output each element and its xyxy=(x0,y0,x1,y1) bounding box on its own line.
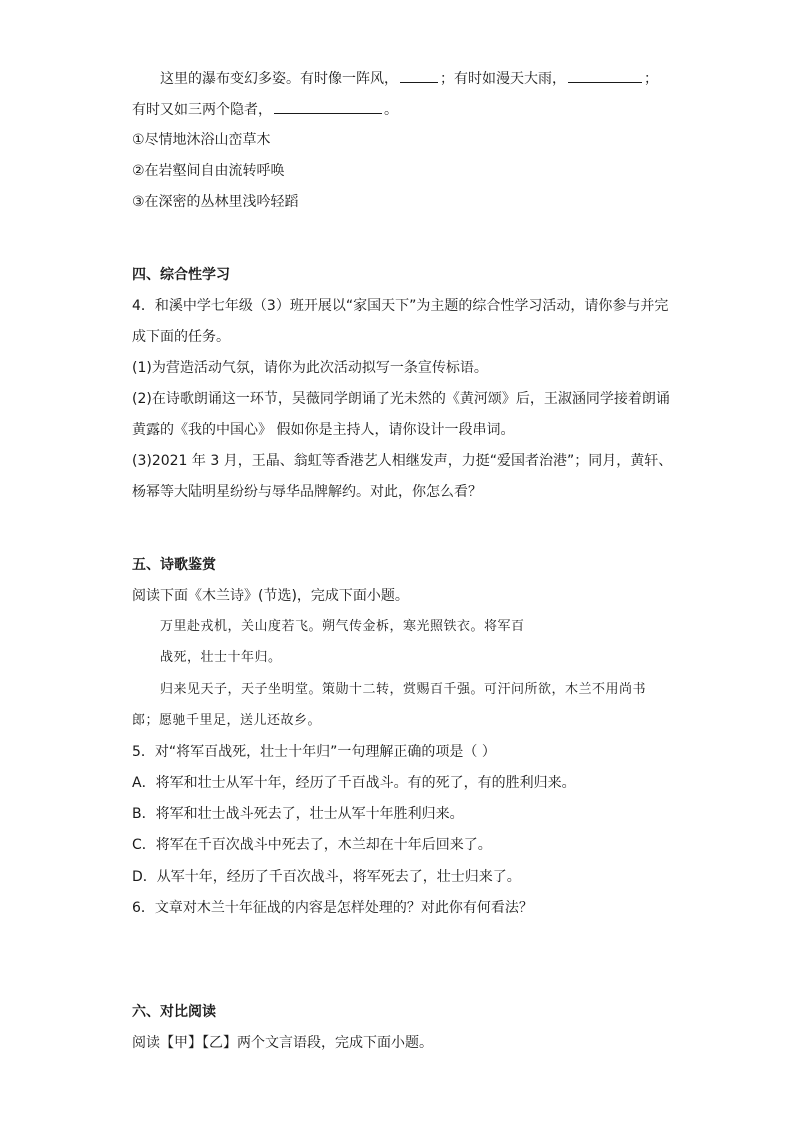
sentence-text: ；有时如漫天大雨， xyxy=(440,71,566,87)
subquestion-2-cont: 黄露的《我的中国心》 假如你是主持人，请你设计一段串词。 xyxy=(132,422,515,438)
poem-line: 归来见天子，天子坐明堂。策勋十二转，赏赐百千强。可汗问所欲，木兰不用尚书 xyxy=(160,682,647,697)
question-5-text: 5．对“将军百战死，壮士十年归”一句理解正确的项是（ ） xyxy=(132,744,496,760)
poem-line: 郎；愿驰千里足，送儿还故乡。 xyxy=(132,713,322,728)
fill-blank-sentence-line1 xyxy=(160,68,658,89)
sentence-text: 。 xyxy=(384,102,398,118)
poem-line: 战死，壮士十年归。 xyxy=(160,650,282,665)
choice-d[interactable]: D．从军十年，经历了千百次战斗，将军死去了，壮士归来了。 xyxy=(132,869,521,885)
sentence-text: 这里的瀑布变幻多姿。有时像一阵风， xyxy=(160,71,398,87)
option-3: ③在深密的丛林里浅吟轻蹈 xyxy=(132,194,299,210)
choice-a[interactable]: A．将军和壮士从军十年，经历了千百战斗。有的死了，有的胜利归来。 xyxy=(132,775,576,791)
section-heading-comparative-reading: 六、对比阅读 xyxy=(132,1004,216,1020)
answer-blank-3[interactable] xyxy=(274,99,382,114)
choice-b[interactable]: B．将军和壮士战斗死去了，壮士从军十年胜利归来。 xyxy=(132,806,464,822)
section-heading-poetry-appreciation: 五、诗歌鉴赏 xyxy=(132,557,216,573)
option-1: ①尽情地沐浴山峦草木 xyxy=(132,132,271,148)
reading-instruction: 阅读【甲】【乙】两个文言语段，完成下面小题。 xyxy=(132,1035,433,1051)
sentence-text: 有时又如三两个隐者， xyxy=(132,102,272,118)
fill-blank-sentence-line2 xyxy=(132,99,398,120)
subquestion-3: (3)2021 年 3 月，王晶、翁虹等香港艺人相继发声，力挺“爱国者治港”；同月，黄轩、 xyxy=(132,453,673,469)
question-6-text: 6．文章对木兰十年征战的内容是怎样处理的？对此你有何看法？ xyxy=(132,900,533,916)
subquestion-1: (1)为营造活动气氛，请你为此次活动拟写一条宣传标语。 xyxy=(132,360,488,376)
poem-line: 万里赴戎机，关山度若飞。朔气传金柝，寒光照铁衣。将军百 xyxy=(160,619,525,634)
question-4-text: 4．和溪中学七年级（3）班开展以“家国天下”为主题的综合性学习活动，请你参与并完 xyxy=(132,298,669,314)
reading-instruction: 阅读下面《木兰诗》(节选)，完成下面小题。 xyxy=(132,588,409,604)
subquestion-2: (2)在诗歌朗诵这一环节，吴薇同学朗诵了光未然的《黄河颂》后，王淑涵同学接着朗诵 xyxy=(132,391,670,407)
question-4-text-cont: 成下面的任务。 xyxy=(132,329,230,345)
sentence-text: ； xyxy=(644,71,658,87)
subquestion-3-cont: 杨幂等大陆明星纷纷与辱华品牌解约。对此，你怎么看？ xyxy=(132,484,482,500)
answer-blank-1[interactable] xyxy=(400,68,438,83)
answer-blank-2[interactable] xyxy=(568,68,642,83)
section-heading-comprehensive-learning: 四、综合性学习 xyxy=(132,267,230,283)
choice-c[interactable]: C．将军在千百次战斗中死去了，木兰却在十年后回来了。 xyxy=(132,837,492,853)
option-2: ②在岩壑间自由流转呼唤 xyxy=(132,163,285,179)
